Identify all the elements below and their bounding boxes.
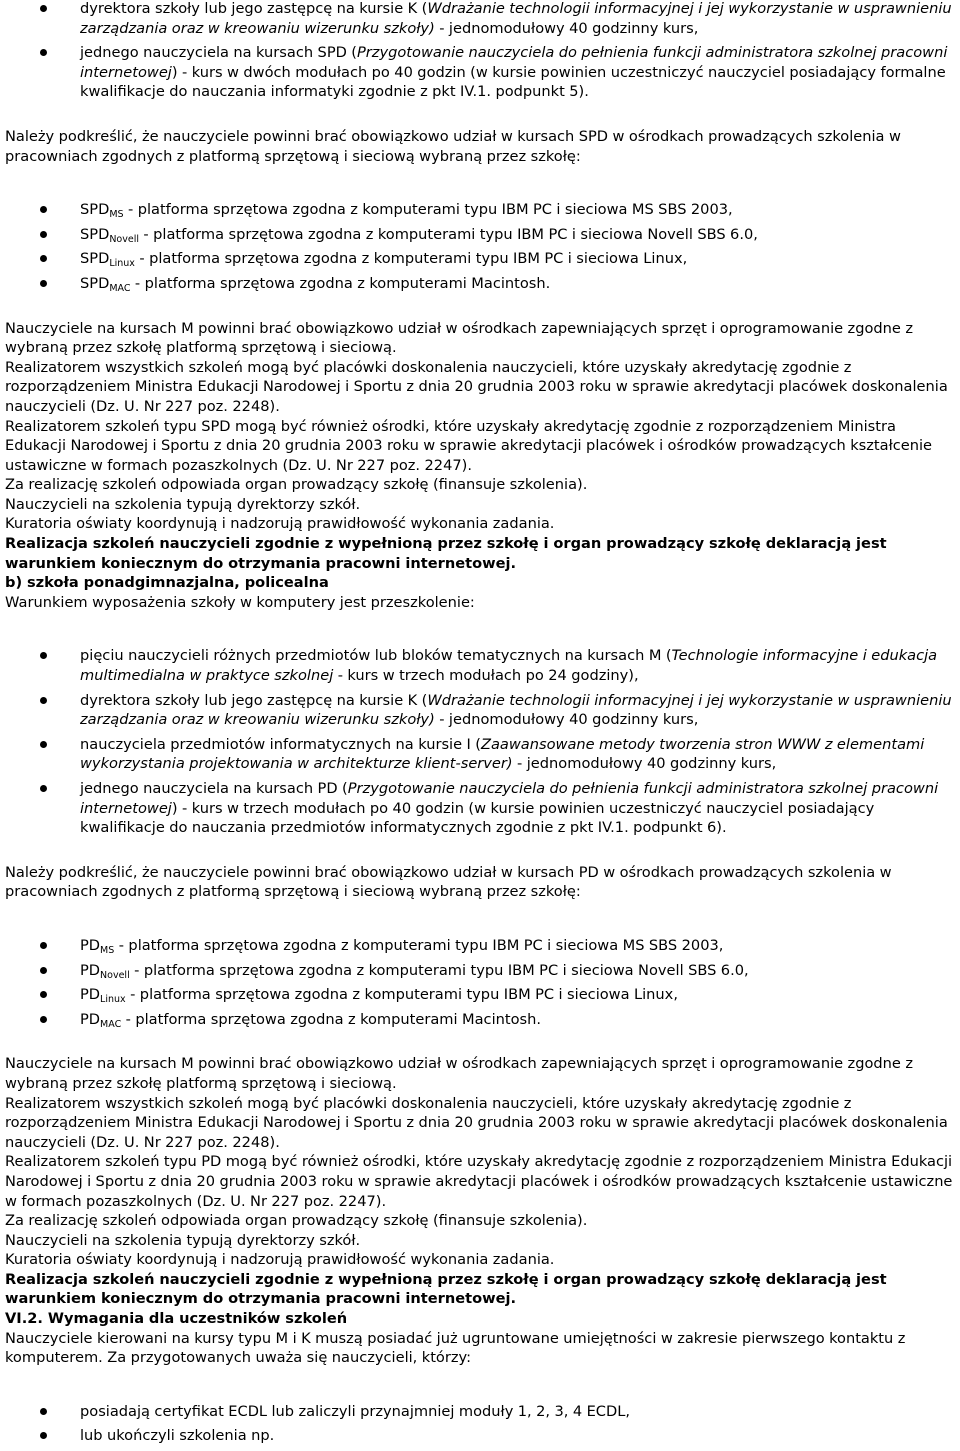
spacer (0, 1034, 960, 1054)
section-intro: Warunkiem wyposażenia szkoły w komputery jest przeszkolenie: (5, 593, 475, 611)
spacer (0, 612, 960, 646)
platform-item (0, 1010, 960, 1030)
bullet-list-b (0, 646, 960, 837)
course-title: Technologie informacyjne i edukacja multimedialna w praktyce szkolnej (80, 647, 938, 685)
item-text: - kurs w trzech modułach po 24 godziny), (333, 667, 639, 685)
platform-name: SPD (80, 250, 110, 268)
list-item (0, 691, 960, 730)
platform-subscript: MS (100, 944, 115, 956)
platform-item (0, 985, 960, 1005)
course-title: Przygotowanie nauczyciela do pełnienia funkcji administratora szkolnej pracowni internetowej (80, 780, 939, 817)
spd-platform-list (0, 200, 960, 293)
item-text: pięciu nauczycieli różnych przedmiotów lub bloków tematycznych na kursach M ( (80, 647, 672, 665)
platform-desc: - platforma sprzętowa zgodna z komputerami typu IBM PC i sieciowa Linux, (125, 986, 678, 1004)
list-item (0, 646, 960, 685)
paragraph-realizers: Realizatorem wszystkich szkoleń mogą być placówki doskonalenia nauczycieli, które uzyskały akredytację zgodnie z rozporządzeniem Ministra Edukacji Narodowej i Sportu z dnia 20 grudnia 2003 roku w sprawie akredytacji placówek doskonalenia nauczycieli (Dz. U. Nr 227 poz. 2248). (5, 1094, 948, 1151)
platform-subscript: Novell (100, 969, 130, 981)
item-text: dyrektora szkoły lub jego zastępcę na kursie K ( (80, 691, 428, 709)
paragraph-selection: Nauczycieli na szkolenia typują dyrektorzy szkół. (5, 495, 361, 513)
platform-name: PD (80, 936, 101, 954)
course-title: Przygotowanie nauczyciela do pełnienia funkcji administratora szkolnej pracowni internetowej (80, 44, 948, 81)
spacer (0, 843, 960, 863)
item-text: ) - kurs w dwóch modułach po 40 godzin (w kursie powinien uczestniczyć nauczyciel posiadający formalne kwalifikacje do nauczania informatyki zgodnie z pkt IV.1. podpunkt 5). (80, 63, 946, 101)
platform-desc: - platforma sprzętowa zgodna z komputerami Macintosh. (130, 274, 551, 292)
paragraph-spd-note: Należy podkreślić, że nauczyciele powinni brać obowiązkowo udział w kursach SPD w ośrodkach prowadzących szkolenia w pracowniach zgodnych z platformą sprzętową i sieciową wybraną przez szkołę: (5, 127, 901, 165)
platform-item (0, 200, 960, 220)
spacer (0, 107, 960, 127)
platform-desc: - platforma sprzętowa zgodna z komputerami typu IBM PC i sieciowa Novell SBS 6.0, (138, 225, 758, 243)
platform-name: PD (80, 1010, 101, 1028)
paragraph-realizers: Realizatorem wszystkich szkoleń mogą być placówki doskonalenia nauczycieli, które uzyskały akredytację zgodnie z rozporządzeniem Ministra Edukacji Narodowej i Sportu z dnia 20 grudnia 2003 roku w sprawie akredytacji placówek doskonalenia nauczycieli (Dz. U. Nr 227 poz. 2248). (5, 358, 948, 415)
item-text: ) - kurs w trzech modułach po 40 godzin (w kursie powinien uczestniczyć nauczyciel posiadający kwalifikacje do nauczania przedmiotów informatycznych zgodnie z pkt IV.1. podpunkt 6). (80, 799, 875, 837)
item-text: jednego nauczyciela na kursach SPD ( (80, 44, 357, 62)
paragraph-m-course: Nauczyciele na kursach M powinni brać obowiązkowo udział w ośrodkach zapewniających sprzęt i oprogramowanie zgodne z wybraną przez szkołę platformą sprzętową i sieciową. (5, 319, 913, 357)
platform-desc: - platforma sprzętowa zgodna z komputerami typu IBM PC i sieciowa Linux, (134, 250, 688, 268)
list-item: posiadają certyfikat ECDL lub zaliczyli przynajmniej moduły 1, 2, 3, 4 ECDL, (0, 1402, 960, 1422)
spacer (0, 902, 960, 936)
platform-name: SPD (80, 225, 110, 243)
spacer (0, 299, 960, 319)
item-text: - jednomodułowy 40 godzinny kurs, (512, 755, 777, 773)
list-item: lub ukończyli szkolenia np. (0, 1426, 960, 1446)
platform-subscript: MAC (109, 282, 131, 294)
course-title: Wdrażanie technologii informacyjnej i jej wykorzystanie w usprawnieniu zarządzania oraz w kreowaniu wizerunku szkoły) (80, 691, 952, 729)
course-title: Zaawansowane metody tworzenia stron WWW z elementami wykorzystania projektowania w architekturze klient-server) (80, 735, 925, 773)
platform-item (0, 274, 960, 294)
list-item (0, 735, 960, 774)
paragraph-requirements: Nauczyciele kierowani na kursy typu M i K muszą posiadać już ugruntowane umiejętności w zakresie pierwszego kontaktu z komputerem. Za przygotowanych uważa się nauczycieli, którzy: (5, 1329, 906, 1367)
platform-desc: - platforma sprzętowa zgodna z komputerami Macintosh. (121, 1010, 542, 1028)
bold-requirement-note: Realizacja szkoleń nauczycieli zgodnie z wypełnioną przez szkołę i organ prowadzący szkołę deklaracją jest warunkiem koniecznym do otrzymania pracowni internetowej. (5, 1270, 887, 1308)
list-item (0, 779, 960, 838)
platform-subscript: Linux (109, 258, 135, 270)
bold-requirement-note: Realizacja szkoleń nauczycieli zgodnie z wypełnioną przez szkołę i organ prowadzący szkołę deklaracją jest warunkiem koniecznym do otrzymania pracowni internetowej. (5, 535, 887, 572)
paragraph-selection: Nauczycieli na szkolenia typują dyrektorzy szkół. (5, 1231, 361, 1249)
bullet-list-final (0, 1402, 960, 1446)
platform-desc: - platforma sprzętowa zgodna z komputerami typu IBM PC i sieciowa MS SBS 2003, (114, 936, 724, 954)
paragraph-realizers-spd: Realizatorem szkoleń typu SPD mogą być również ośrodki, które uzyskały akredytację zgodnie z rozporządzeniem Ministra Edukacji Narodowej i Sportu z dnia 20 grudnia 2003 roku w sprawie akredytacji placówek i ośrodków prowadzących kształcenie ustawiczne w formach pozaszkolnych (Dz. U. Nr 227 poz. 2247). (5, 417, 933, 474)
item-text: nauczyciela przedmiotów informatycznych na kursie I ( (80, 735, 481, 753)
paragraph-organ: Za realizację szkoleń odpowiada organ prowadzący szkołę (finansuje szkolenia). (5, 476, 588, 494)
platform-subscript: MS (109, 209, 124, 221)
platform-subscript: Linux (100, 994, 126, 1006)
spacer (0, 166, 960, 200)
list-item (0, 43, 960, 102)
bullet-list-top (0, 0, 960, 102)
paragraph-organ: Za realizację szkoleń odpowiada organ prowadzący szkołę (finansuje szkolenia). (5, 1212, 588, 1230)
platform-item (0, 936, 960, 956)
section-heading-vi2: VI.2. Wymagania dla uczestników szkoleń (5, 1310, 348, 1328)
spacer (0, 1368, 960, 1402)
paragraph-m-course: Nauczyciele na kursach M powinni brać obowiązkowo udział w ośrodkach zapewniających sprzęt i oprogramowanie zgodne z wybraną przez szkołę platformą sprzętową i sieciową. (5, 1055, 913, 1092)
pd-platform-list (0, 936, 960, 1029)
platform-item (0, 961, 960, 981)
paragraph-kuratoria: Kuratoria oświaty koordynują i nadzorują prawidłowość wykonania zadania. (5, 515, 555, 533)
paragraph-kuratoria: Kuratoria oświaty koordynują i nadzorują prawidłowość wykonania zadania. (5, 1251, 555, 1269)
item-text: - jednomodułowy 40 godzinny kurs, (434, 711, 699, 729)
platform-desc: - platforma sprzętowa zgodna z komputerami typu IBM PC i sieciowa MS SBS 2003, (123, 201, 733, 219)
platform-name: SPD (80, 201, 110, 219)
platform-desc: - platforma sprzętowa zgodna z komputerami typu IBM PC i sieciowa Novell SBS 6.0, (129, 961, 749, 979)
platform-subscript: MAC (100, 1018, 122, 1030)
item-text: - jednomodułowy 40 godzinny kurs, (434, 19, 699, 37)
platform-item (0, 225, 960, 245)
item-text: dyrektora szkoły lub jego zastępcę na kursie K ( (80, 0, 428, 17)
platform-item (0, 249, 960, 269)
paragraph-realizers-pd: Realizatorem szkoleń typu PD mogą być również ośrodki, które uzyskały akredytację zgodnie z rozporządzeniem Ministra Edukacji Narodowej i Sportu z dnia 20 grudnia 2003 roku w sprawie akredytacji placówek i ośrodków prowadzących kształcenie ustawiczne w formach pozaszkolnych (Dz. U. Nr 227 poz. 2247). (5, 1153, 953, 1210)
platform-name: SPD (80, 274, 110, 292)
item-text: jednego nauczyciela na kursach PD ( (80, 780, 348, 797)
list-item (0, 0, 960, 38)
platform-name: PD (80, 986, 101, 1004)
platform-subscript: Novell (109, 233, 139, 245)
platform-name: PD (80, 961, 101, 979)
section-heading-b: b) szkoła ponadgimnazjalna, policealna (5, 574, 329, 592)
paragraph-pd-note: Należy podkreślić, że nauczyciele powinni brać obowiązkowo udział w kursach PD w ośrodkach prowadzących szkolenia w pracowniach zgodnych z platformą sprzętową i sieciową wybraną przez szkołę: (5, 863, 892, 901)
course-title: Wdrażanie technologii informacyjnej i jej wykorzystanie w usprawnieniu zarządzania oraz w kreowaniu wizerunku szkoły) (80, 0, 952, 37)
